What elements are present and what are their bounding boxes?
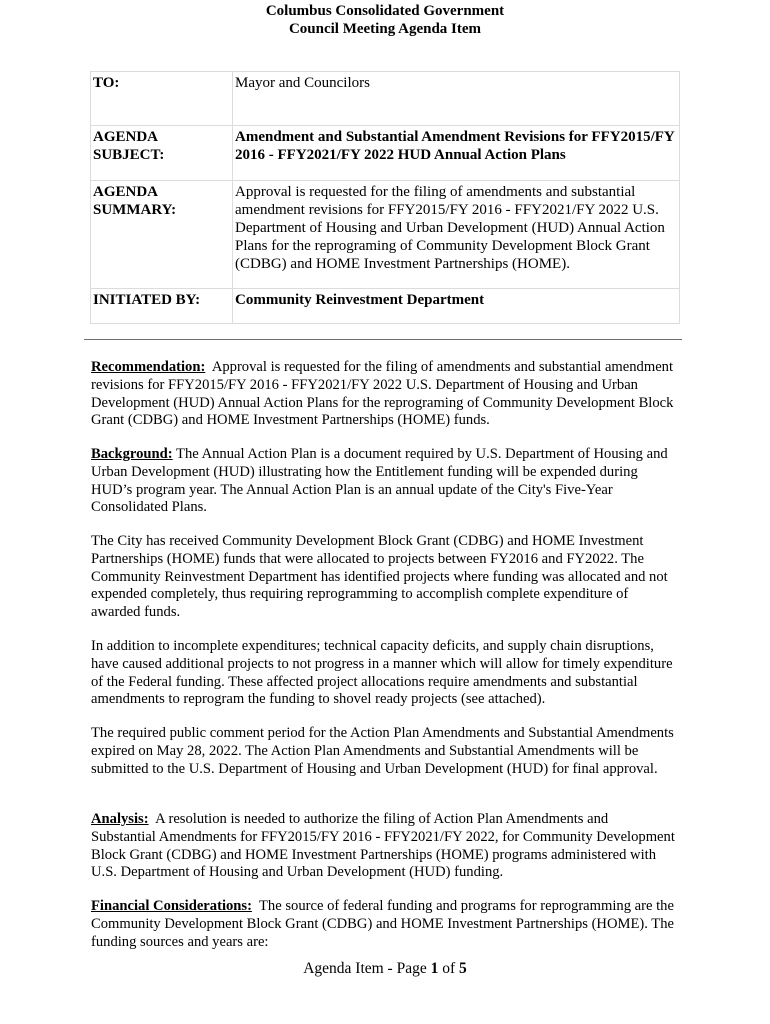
financial-text: The source of federal funding and programs for reprogramming are the Community Development Block Grant (CDBG) and HOME Investment Partnerships (HOME). The funding sources and years are: xyxy=(91,898,674,950)
summary-label xyxy=(91,181,233,289)
incomplete-expenditures-paragraph xyxy=(91,638,676,709)
public-comment-paragraph xyxy=(91,725,676,778)
city-funding-text: The City has received Community Development Block Grant (CDBG) and HOME Investment Partnerships (HOME) funds that were allocated to projects between FY2016 and FY2022. The Community Reinvestment Department has identified projects where funding was allocated and not expended completely, thus requiring reprogramming to accomplish complete expenditure of awarded funds. xyxy=(91,533,668,621)
subject-label xyxy=(91,126,233,181)
recommendation-heading: Recommendation: xyxy=(91,359,206,375)
footer-of: of xyxy=(438,960,460,977)
initiated-value: Community Reinvestment Department xyxy=(233,289,680,324)
to-label: TO: xyxy=(91,72,233,126)
table-row xyxy=(91,72,680,126)
background-heading: Background: xyxy=(91,446,173,462)
analysis-text: A resolution is needed to authorize the filing of Action Plan Amendments and Substantial Amendments for FFY2015/FY 2016 - FFY2021/FY 2022, for Community Development Block Grant (CDBG) and HOME Investment Partnerships (HOME) programs administered with U.S. Department of Housing and Urban Development (HUD) funding. xyxy=(91,811,675,881)
footer-total-pages: 5 xyxy=(459,960,467,977)
analysis-heading: Analysis: xyxy=(91,811,149,827)
summary-label-line2: SUMMARY: xyxy=(93,202,177,218)
financial-paragraph xyxy=(91,898,676,951)
subject-label-line2: SUBJECT: xyxy=(93,147,165,163)
subject-label-line1: AGENDA xyxy=(93,129,159,145)
background-text: The Annual Action Plan is a document required by U.S. Department of Housing and Urban Development (HUD) illustrating how the Entitlement funding will be expended during HUD’s program year. The Annual Action Plan is an annual update of the City's Five-Year Consolidated Plans. xyxy=(91,446,668,516)
table-row xyxy=(91,126,680,181)
incomplete-expenditures-text: In addition to incomplete expenditures; technical capacity deficits, and supply chain disruptions, have caused additional projects to not progress in a manner which will allow for timely expenditure of the Federal funding. These affected project allocations require amendments and substantial amendments to reprogram the funding to shovel ready projects (see attached). xyxy=(91,638,673,708)
subject-value: Amendment and Substantial Amendment Revisions for FFY2015/FY 2016 - FFY2021/FY 2022 HUD Annual Action Plans xyxy=(233,126,680,181)
table-row xyxy=(91,289,680,324)
recommendation-paragraph xyxy=(91,359,676,430)
recommendation-text: Approval is requested for the filing of amendments and substantial amendment revisions for FFY2015/FY 2016 - FFY2021/FY 2022 U.S. Department of Housing and Urban Development (HUD) Annual Action Plans for the reprograming of Community Development Block Grant (CDBG) and HOME Investment Partnerships (HOME) funds. xyxy=(91,359,674,429)
footer-page-number: 1 xyxy=(430,960,439,977)
summary-label-line1: AGENDA xyxy=(93,184,159,200)
financial-heading: Financial Considerations: xyxy=(91,898,252,914)
initiated-label: INITIATED BY: xyxy=(91,289,233,324)
footer-prefix: Agenda Item - Page xyxy=(303,960,431,977)
section-divider xyxy=(84,339,682,340)
summary-value: Approval is requested for the filing of amendments and substantial amendment revisions for FFY2015/FY 2016 - FFY2021/FY 2022 U.S. Department of Housing and Urban Development (HUD) Annual Action Plans for the reprograming of Community Development Block Grant (CDBG) and HOME Investment Partnerships (HOME). xyxy=(233,181,680,289)
background-paragraph xyxy=(91,446,676,517)
city-funding-paragraph xyxy=(91,533,676,622)
table-row xyxy=(91,181,680,289)
analysis-paragraph xyxy=(91,811,676,882)
public-comment-text: The required public comment period for the Action Plan Amendments and Substantial Amendments expired on May 28, 2022. The Action Plan Amendments and Substantial Amendments will be submitted to the U.S. Department of Housing and Urban Development (HUD) for final approval. xyxy=(91,725,674,777)
header-subtitle: Council Meeting Agenda Item xyxy=(288,21,482,37)
header-title: Columbus Consolidated Government xyxy=(265,3,505,19)
agenda-table xyxy=(90,71,680,324)
to-value: Mayor and Councilors xyxy=(233,72,680,126)
page-footer xyxy=(0,960,770,978)
